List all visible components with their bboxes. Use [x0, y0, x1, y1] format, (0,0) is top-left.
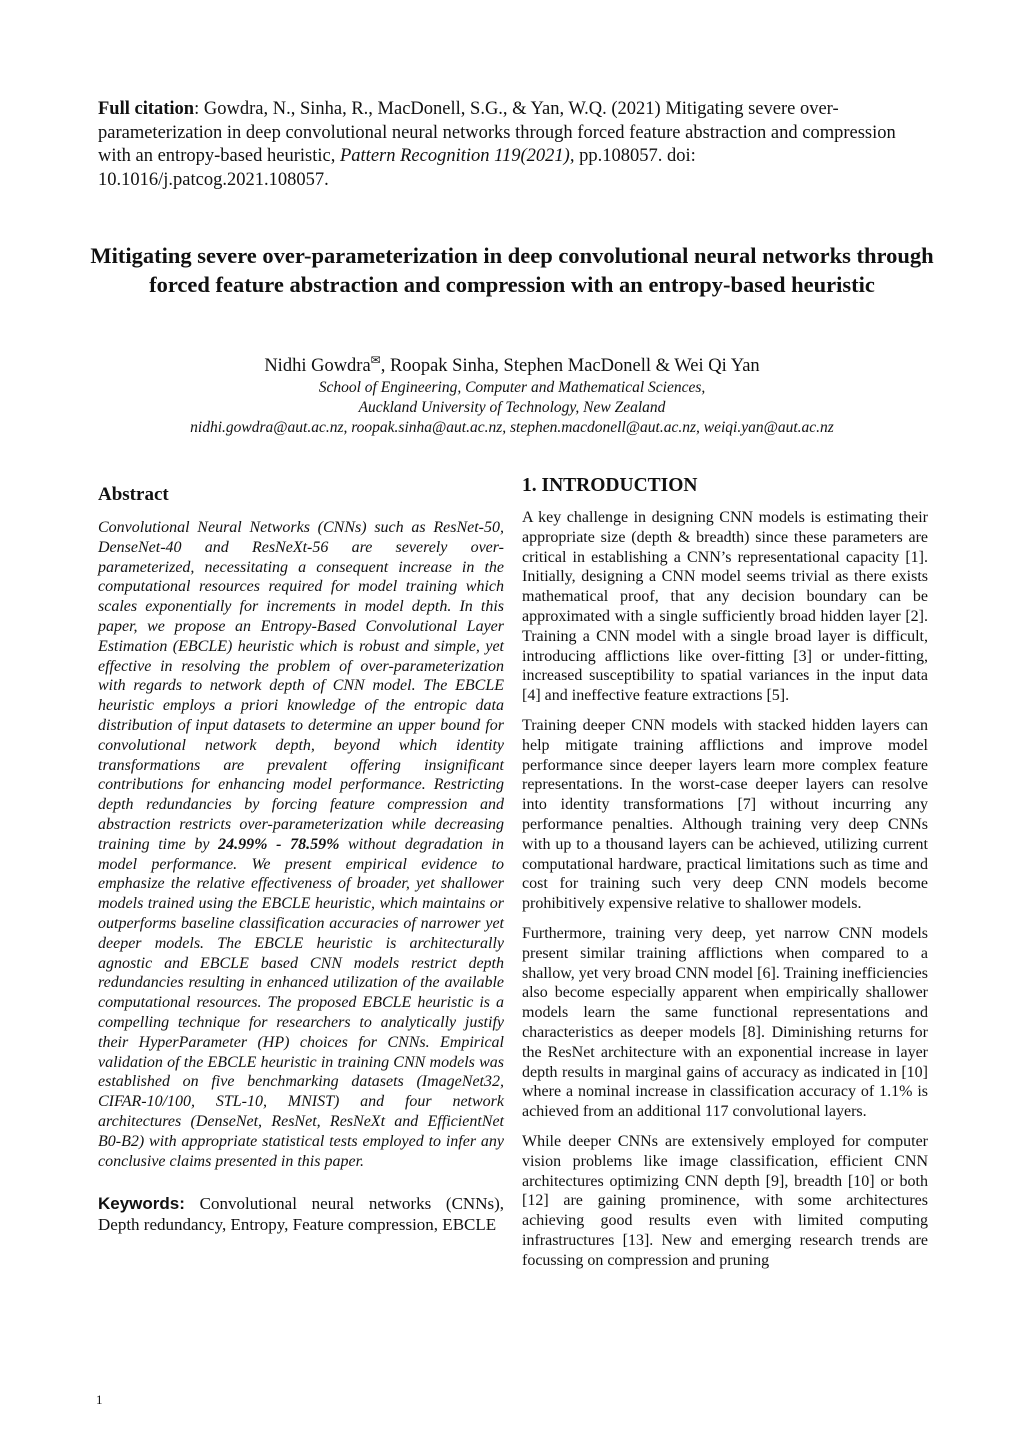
abstract-text-part2: without degradation in model performance. We present empirical evidence to emphasize the relative effectiveness of broader, yet shallower models trained using the EBCLE heuristic, which maintains or outperforms baseline classification accuracies of narrower yet deeper models. The EBCLE heuristic is architecturally agnostic and EBCLE based CNN models restrict depth redundancies resulting in enhanced utilization of the available computational resources. The proposed EBCLE heuristic is a compelling technique for researchers to analytically justify their HyperParameter (HP) choices for CNNs. Empirical validation of the EBCLE heuristic in training CNN models was established on five benchmarking datasets (ImageNet32, CIFAR-10/100, STL-10, MNIST) and four network architectures (DenseNet, ResNet, ResNeXt and EfficientNet B0-B2) with appropriate statistical tests employed to infer any conclusive claims presented in this paper. [98, 835, 504, 1170]
introduction-heading: 1. INTRODUCTION [522, 475, 698, 496]
abstract-text-part1: Convolutional Neural Networks (CNNs) such as ResNet-50, DenseNet-40 and ResNeXt-56 are severely over-parameterized, necessitating a consequent increase in the computational resources required for model training which scales exponentially for increments in model depth. In this paper, we propose an Entropy-Based Convolutional Layer Estimation (EBCLE) heuristic which is robust and simple, yet effective in resolving the problem of over-parameterization with regards to network depth of CNN model. The EBCLE heuristic employs a priori knowledge of the entropic data distribution of input datasets to determine an upper bound for convolutional network depth, beyond which identity transformations are prevalent offering insignificant contributions for enhancing model performance. Restricting depth redundancies by forcing feature compression and abstraction restricts over-parameterization while decreasing training time by [98, 519, 504, 853]
citation-label: Full citation [98, 99, 195, 119]
abstract-body [98, 518, 504, 1171]
page-number: 1 [96, 1392, 103, 1407]
affiliation-line-2: Auckland University of Technology, New Zealand [358, 399, 666, 416]
author-emails: nidhi.gowdra@aut.ac.nz, roopak.sinha@aut.ac.nz, stephen.macdonell@aut.ac.nz, weiqi.yan@aut.ac.nz [190, 419, 834, 436]
keywords-text: Convolutional neural networks (CNNs), Depth redundancy, Entropy, Feature compression, EBCLE [98, 1194, 504, 1235]
citation-doi: pp.108057. doi: 10.1016/j.patcog.2021.108057. [98, 146, 696, 190]
citation-block [98, 98, 928, 192]
intro-paragraph-4: While deeper CNNs are extensively employed for computer vision problems like image classification, efficient CNN architectures optimizing CNN depth [9], breadth [10] or both [12] are gaining prominence, with some architectures achieving good results even with limited computing infrastructures [13]. New and emerging research trends are focussing on compression and pruning [522, 1132, 928, 1269]
intro-paragraph-2: Training deeper CNN models with stacked hidden layers can help mitigate training afflictions and improve model performance since deeper layers learn more complex feature representations. In the worst-case deeper layers can resolve into identity transformations [7] without incurring any performance penalties. Although training very deep CNNs with up to a thousand layers can be achieved, utilizing current computational hardware, practical limitations such as time and cost for training such very deep CNN models become prohibitively expensive relative to shallower models. [522, 716, 928, 913]
citation-journal: Pattern Recognition 119(2021), [339, 146, 575, 166]
co-authors: , Roopak Sinha, Stephen MacDonell & Wei Qi Yan [380, 356, 760, 377]
envelope-icon: ✉ [370, 353, 381, 367]
affiliation-line-1: School of Engineering, Computer and Mathematical Sciences, [318, 379, 706, 396]
paper-title: Mitigating severe over-parameterization in deep convolutional neural networks through forced feature abstraction and compression with an entropy-based heuristic [90, 243, 934, 297]
abstract-heading: Abstract [98, 484, 169, 505]
right-column [522, 472, 928, 1280]
author-list [90, 354, 934, 378]
citation-text: : Gowdra, N., Sinha, R., MacDonell, S.G., & Yan, W.Q. (2021) Mitigating severe over-parameterization in deep convolutional neural networks through forced feature abstraction and compression with an entropy-based heuristic, [98, 99, 896, 166]
abstract-highlight: 24.99% - 78.59% [218, 835, 340, 853]
keywords-label: Keywords: [98, 1194, 185, 1214]
left-column [98, 482, 504, 1235]
intro-paragraph-1: A key challenge in designing CNN models is estimating their appropriate size (depth & breadth) since these parameters are critical in establishing a CNN’s representational capacity [1]. Initially, designing a CNN model seems trivial as there exists mathematical proof, that any decision boundary can be approximated with a single sufficiently broad hidden layer [2]. Training a CNN model with a single broad layer is difficult, introducing afflictions like over-fitting [3] or under-fitting, increased susceptibility to spatial variances in the input data [4] and ineffective feature extractions [5]. [522, 509, 928, 705]
keywords [98, 1193, 504, 1235]
intro-paragraph-3: Furthermore, training very deep, yet narrow CNN models present similar training afflictions when compared to a shallow, yet very broad CNN model [6]. Training inefficiencies also become especially apparent when empirically shallower models learn the same functional representations and characteristics as deeper models [8]. Diminishing returns for the ResNet architecture with an exponential increase in layer depth results in marginal gains of accuracy as indicated in [10] where a nominal increase in classification accuracy of 1.1% is achieved from an additional 117 convolutional layers. [522, 924, 928, 1121]
first-author: Nidhi Gowdra [264, 356, 371, 377]
